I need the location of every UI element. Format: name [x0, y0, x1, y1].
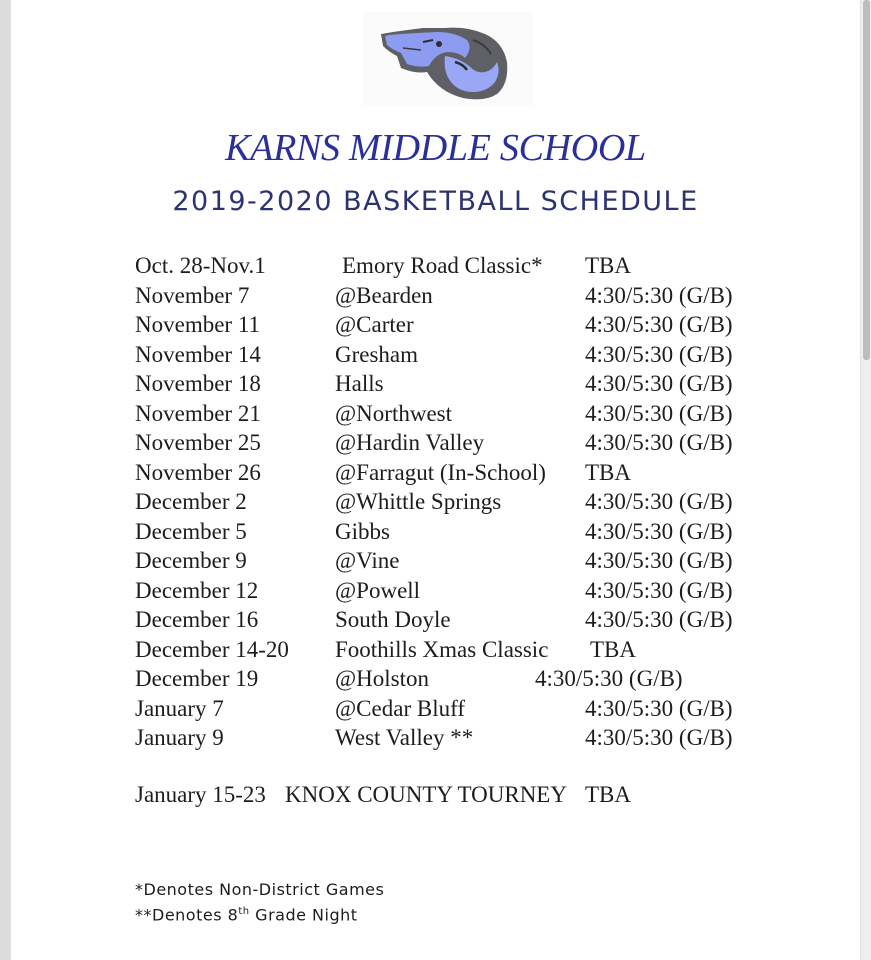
game-opponent: @Bearden — [335, 282, 433, 308]
footnotes — [135, 879, 384, 926]
game-date: December 2 — [135, 489, 247, 514]
scroll-thumb[interactable] — [863, 0, 870, 360]
game-date: November 21 — [135, 400, 261, 426]
schedule-row — [135, 607, 775, 637]
game-opponent: @Farragut (In-School) — [335, 459, 546, 485]
game-date: November 7 — [135, 282, 250, 308]
game-date: December 12 — [135, 577, 259, 603]
beaver-mascot-icon — [363, 12, 533, 106]
game-opponent: @Cedar Bluff — [335, 695, 465, 721]
schedule-list — [135, 253, 775, 755]
game-time: 4:30/5:30 (G/B) — [585, 725, 733, 750]
game-time: 4:30/5:30 (G/B) — [585, 341, 733, 367]
schedule-row — [135, 342, 775, 372]
game-opponent: Emory Road Classic* — [342, 253, 543, 278]
game-date: December 9 — [135, 548, 247, 573]
game-date: November 26 — [135, 459, 261, 485]
game-time: TBA — [585, 253, 631, 278]
game-opponent: @Vine — [335, 548, 400, 573]
game-opponent: South Doyle — [335, 607, 451, 632]
game-date: November 14 — [135, 341, 261, 367]
game-date: November 18 — [135, 371, 261, 396]
footnote-text: **Denotes 8 — [135, 905, 239, 925]
schedule-row — [135, 725, 775, 755]
game-date: December 14-20 — [135, 636, 289, 662]
schedule-row — [135, 283, 775, 313]
game-time: 4:30/5:30 (G/B) — [585, 282, 733, 308]
schedule-row — [135, 371, 775, 401]
game-date: January 7 — [135, 695, 224, 721]
footnote-superscript: th — [238, 906, 250, 917]
game-opponent: Foothills Xmas Classic — [335, 636, 549, 662]
game-opponent: Halls — [335, 371, 384, 396]
game-opponent: @Powell — [335, 577, 421, 603]
game-opponent: @Whittle Springs — [335, 489, 502, 514]
game-time: 4:30/5:30 (G/B) — [535, 666, 683, 691]
logo — [363, 12, 533, 106]
game-opponent: West Valley ** — [335, 725, 474, 750]
game-time: 4:30/5:30 (G/B) — [585, 489, 733, 514]
tourney-event: KNOX COUNTY TOURNEY — [285, 782, 567, 807]
game-opponent: Gibbs — [335, 518, 390, 544]
schedule-row — [135, 578, 775, 608]
game-time: 4:30/5:30 (G/B) — [585, 607, 733, 632]
schedule-row — [135, 696, 775, 726]
game-time: 4:30/5:30 (G/B) — [585, 548, 733, 573]
game-date: November 11 — [135, 312, 260, 337]
schedule-row — [135, 489, 775, 519]
game-date: December 5 — [135, 518, 247, 544]
schedule-row — [135, 519, 775, 549]
footnote-non-district: *Denotes Non-District Games — [135, 880, 385, 899]
game-date: Oct. 28-Nov.1 — [135, 253, 266, 278]
schedule-row — [135, 637, 775, 667]
game-date: January 9 — [135, 725, 224, 750]
game-opponent: @Hardin Valley — [335, 430, 485, 455]
game-time: 4:30/5:30 (G/B) — [585, 577, 733, 603]
game-opponent: Gresham — [335, 341, 419, 367]
tourney-date: January 15-23 — [135, 782, 266, 807]
game-time: 4:30/5:30 (G/B) — [585, 312, 733, 337]
tourney-row — [135, 782, 775, 812]
game-time: 4:30/5:30 (G/B) — [585, 518, 733, 544]
school-title: KARNS MIDDLE SCHOOL — [225, 127, 646, 169]
schedule-row — [135, 253, 775, 283]
schedule-subtitle: 2019-2020 BASKETBALL SCHEDULE — [172, 186, 699, 217]
game-opponent: @Northwest — [335, 400, 452, 426]
schedule-row — [135, 460, 775, 490]
footnote-8th-grade — [135, 901, 384, 926]
game-time: 4:30/5:30 (G/B) — [585, 695, 733, 721]
game-date: December 16 — [135, 607, 259, 632]
schedule-row — [135, 312, 775, 342]
game-time: TBA — [585, 459, 631, 485]
game-date: December 19 — [135, 666, 259, 691]
game-date: November 25 — [135, 430, 261, 455]
game-time: TBA — [590, 636, 636, 662]
schedule-row — [135, 430, 775, 460]
game-time: 4:30/5:30 (G/B) — [585, 371, 733, 396]
schedule-row — [135, 666, 775, 696]
game-opponent: @Carter — [335, 312, 414, 337]
footnote-text-suffix: Grade Night — [249, 905, 358, 925]
schedule-row — [135, 401, 775, 431]
game-time: 4:30/5:30 (G/B) — [585, 400, 733, 426]
tourney-time: TBA — [585, 782, 631, 807]
game-opponent: @Holston — [335, 666, 430, 691]
game-time: 4:30/5:30 (G/B) — [585, 430, 733, 455]
schedule-row — [135, 548, 775, 578]
